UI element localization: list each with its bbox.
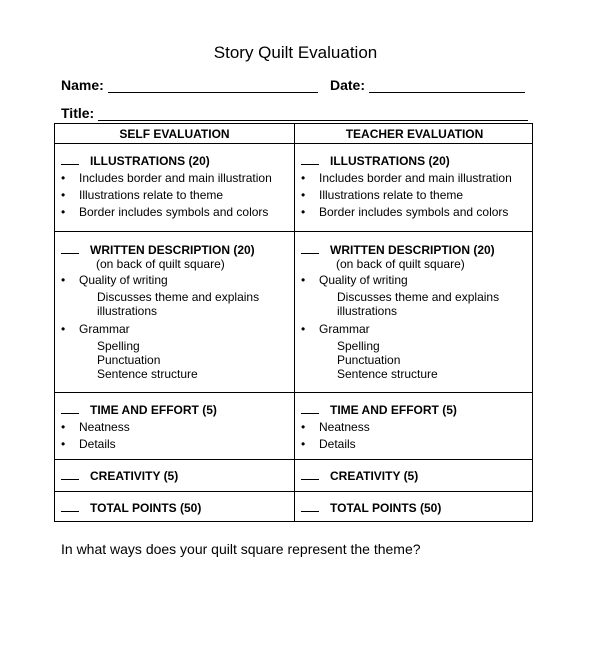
score-blank[interactable] bbox=[301, 156, 319, 165]
score-blank[interactable] bbox=[301, 471, 319, 480]
score-blank[interactable] bbox=[301, 405, 319, 414]
total-points-section bbox=[301, 501, 532, 515]
date-input-line[interactable] bbox=[369, 77, 525, 93]
criterion: Includes border and main illustration bbox=[79, 171, 272, 185]
written-description-section bbox=[301, 243, 532, 381]
criterion-detail: Punctuation bbox=[337, 353, 401, 367]
bullet-icon: • bbox=[301, 171, 306, 185]
name-label: Name: bbox=[61, 77, 104, 93]
bullet-icon: • bbox=[301, 420, 306, 434]
bullet-icon: • bbox=[61, 322, 66, 336]
illustrations-heading: ILLUSTRATIONS (20) bbox=[90, 154, 210, 168]
written-description-heading: WRITTEN DESCRIPTION (20) bbox=[90, 243, 255, 257]
time-effort-heading: TIME AND EFFORT (5) bbox=[90, 403, 217, 417]
bullet-icon: • bbox=[61, 273, 66, 287]
illustrations-section bbox=[61, 154, 292, 219]
evaluation-table bbox=[54, 123, 533, 522]
creativity-section bbox=[61, 469, 292, 483]
score-blank[interactable] bbox=[301, 503, 319, 512]
bullet-icon: • bbox=[301, 273, 306, 287]
teacher-evaluation-column bbox=[295, 124, 534, 521]
score-blank[interactable] bbox=[301, 245, 319, 254]
criterion: Includes border and main illustration bbox=[319, 171, 512, 185]
criterion: Details bbox=[319, 437, 356, 451]
criterion-detail: Spelling bbox=[97, 339, 140, 353]
time-effort-section bbox=[301, 403, 532, 451]
bullet-icon: • bbox=[61, 171, 66, 185]
title-input-line[interactable] bbox=[98, 105, 528, 121]
criterion: Neatness bbox=[79, 420, 130, 434]
criterion: Border includes symbols and colors bbox=[319, 205, 509, 219]
written-note: (on back of quilt square) bbox=[96, 257, 225, 271]
bullet-icon: • bbox=[301, 188, 306, 202]
illustrations-heading: ILLUSTRATIONS (20) bbox=[330, 154, 450, 168]
criterion: Quality of writing bbox=[79, 273, 168, 287]
total-points-heading: TOTAL POINTS (50) bbox=[330, 501, 442, 515]
criterion-detail: Punctuation bbox=[97, 353, 161, 367]
written-note: (on back of quilt square) bbox=[336, 257, 465, 271]
creativity-heading: CREATIVITY (5) bbox=[90, 469, 179, 483]
criterion-detail: Sentence structure bbox=[97, 367, 198, 381]
bullet-icon: • bbox=[61, 205, 66, 219]
criterion: Border includes symbols and colors bbox=[79, 205, 269, 219]
written-description-section bbox=[61, 243, 292, 381]
title-label: Title: bbox=[61, 105, 95, 121]
creativity-heading: CREATIVITY (5) bbox=[330, 469, 419, 483]
written-description-heading: WRITTEN DESCRIPTION (20) bbox=[330, 243, 495, 257]
bullet-icon: • bbox=[301, 437, 306, 451]
title-field bbox=[61, 105, 528, 121]
page-title: Story Quilt Evaluation bbox=[213, 43, 378, 62]
name-field bbox=[61, 77, 318, 93]
time-effort-heading: TIME AND EFFORT (5) bbox=[330, 403, 457, 417]
creativity-section bbox=[301, 469, 532, 483]
teacher-evaluation-header: TEACHER EVALUATION bbox=[345, 127, 484, 141]
score-blank[interactable] bbox=[61, 405, 79, 414]
score-blank[interactable] bbox=[61, 471, 79, 480]
criterion: Neatness bbox=[319, 420, 370, 434]
criterion: Details bbox=[79, 437, 116, 451]
criterion: Grammar bbox=[319, 322, 370, 336]
criterion: Grammar bbox=[79, 322, 130, 336]
total-points-section bbox=[61, 501, 292, 515]
score-blank[interactable] bbox=[61, 245, 79, 254]
reflection-question: In what ways does your quilt square represent the theme? bbox=[61, 541, 421, 557]
bullet-icon: • bbox=[61, 188, 66, 202]
date-field bbox=[330, 77, 525, 93]
criterion-detail: Sentence structure bbox=[337, 367, 438, 381]
self-evaluation-header: SELF EVALUATION bbox=[119, 127, 230, 141]
bullet-icon: • bbox=[301, 205, 306, 219]
bullet-icon: • bbox=[61, 420, 66, 434]
bullet-icon: • bbox=[301, 322, 306, 336]
criterion-detail: Discusses theme and explains illustrations bbox=[337, 290, 500, 318]
name-input-line[interactable] bbox=[108, 77, 318, 93]
criterion-detail: Discusses theme and explains illustrations bbox=[97, 290, 260, 318]
score-blank[interactable] bbox=[61, 156, 79, 165]
time-effort-section bbox=[61, 403, 292, 451]
self-evaluation-column bbox=[55, 124, 294, 521]
criterion-detail: Spelling bbox=[337, 339, 380, 353]
total-points-heading: TOTAL POINTS (50) bbox=[90, 501, 202, 515]
illustrations-section bbox=[301, 154, 532, 219]
date-label: Date: bbox=[330, 77, 366, 93]
criterion: Quality of writing bbox=[319, 273, 408, 287]
criterion: Illustrations relate to theme bbox=[79, 188, 224, 202]
bullet-icon: • bbox=[61, 437, 66, 451]
criterion: Illustrations relate to theme bbox=[319, 188, 464, 202]
score-blank[interactable] bbox=[61, 503, 79, 512]
